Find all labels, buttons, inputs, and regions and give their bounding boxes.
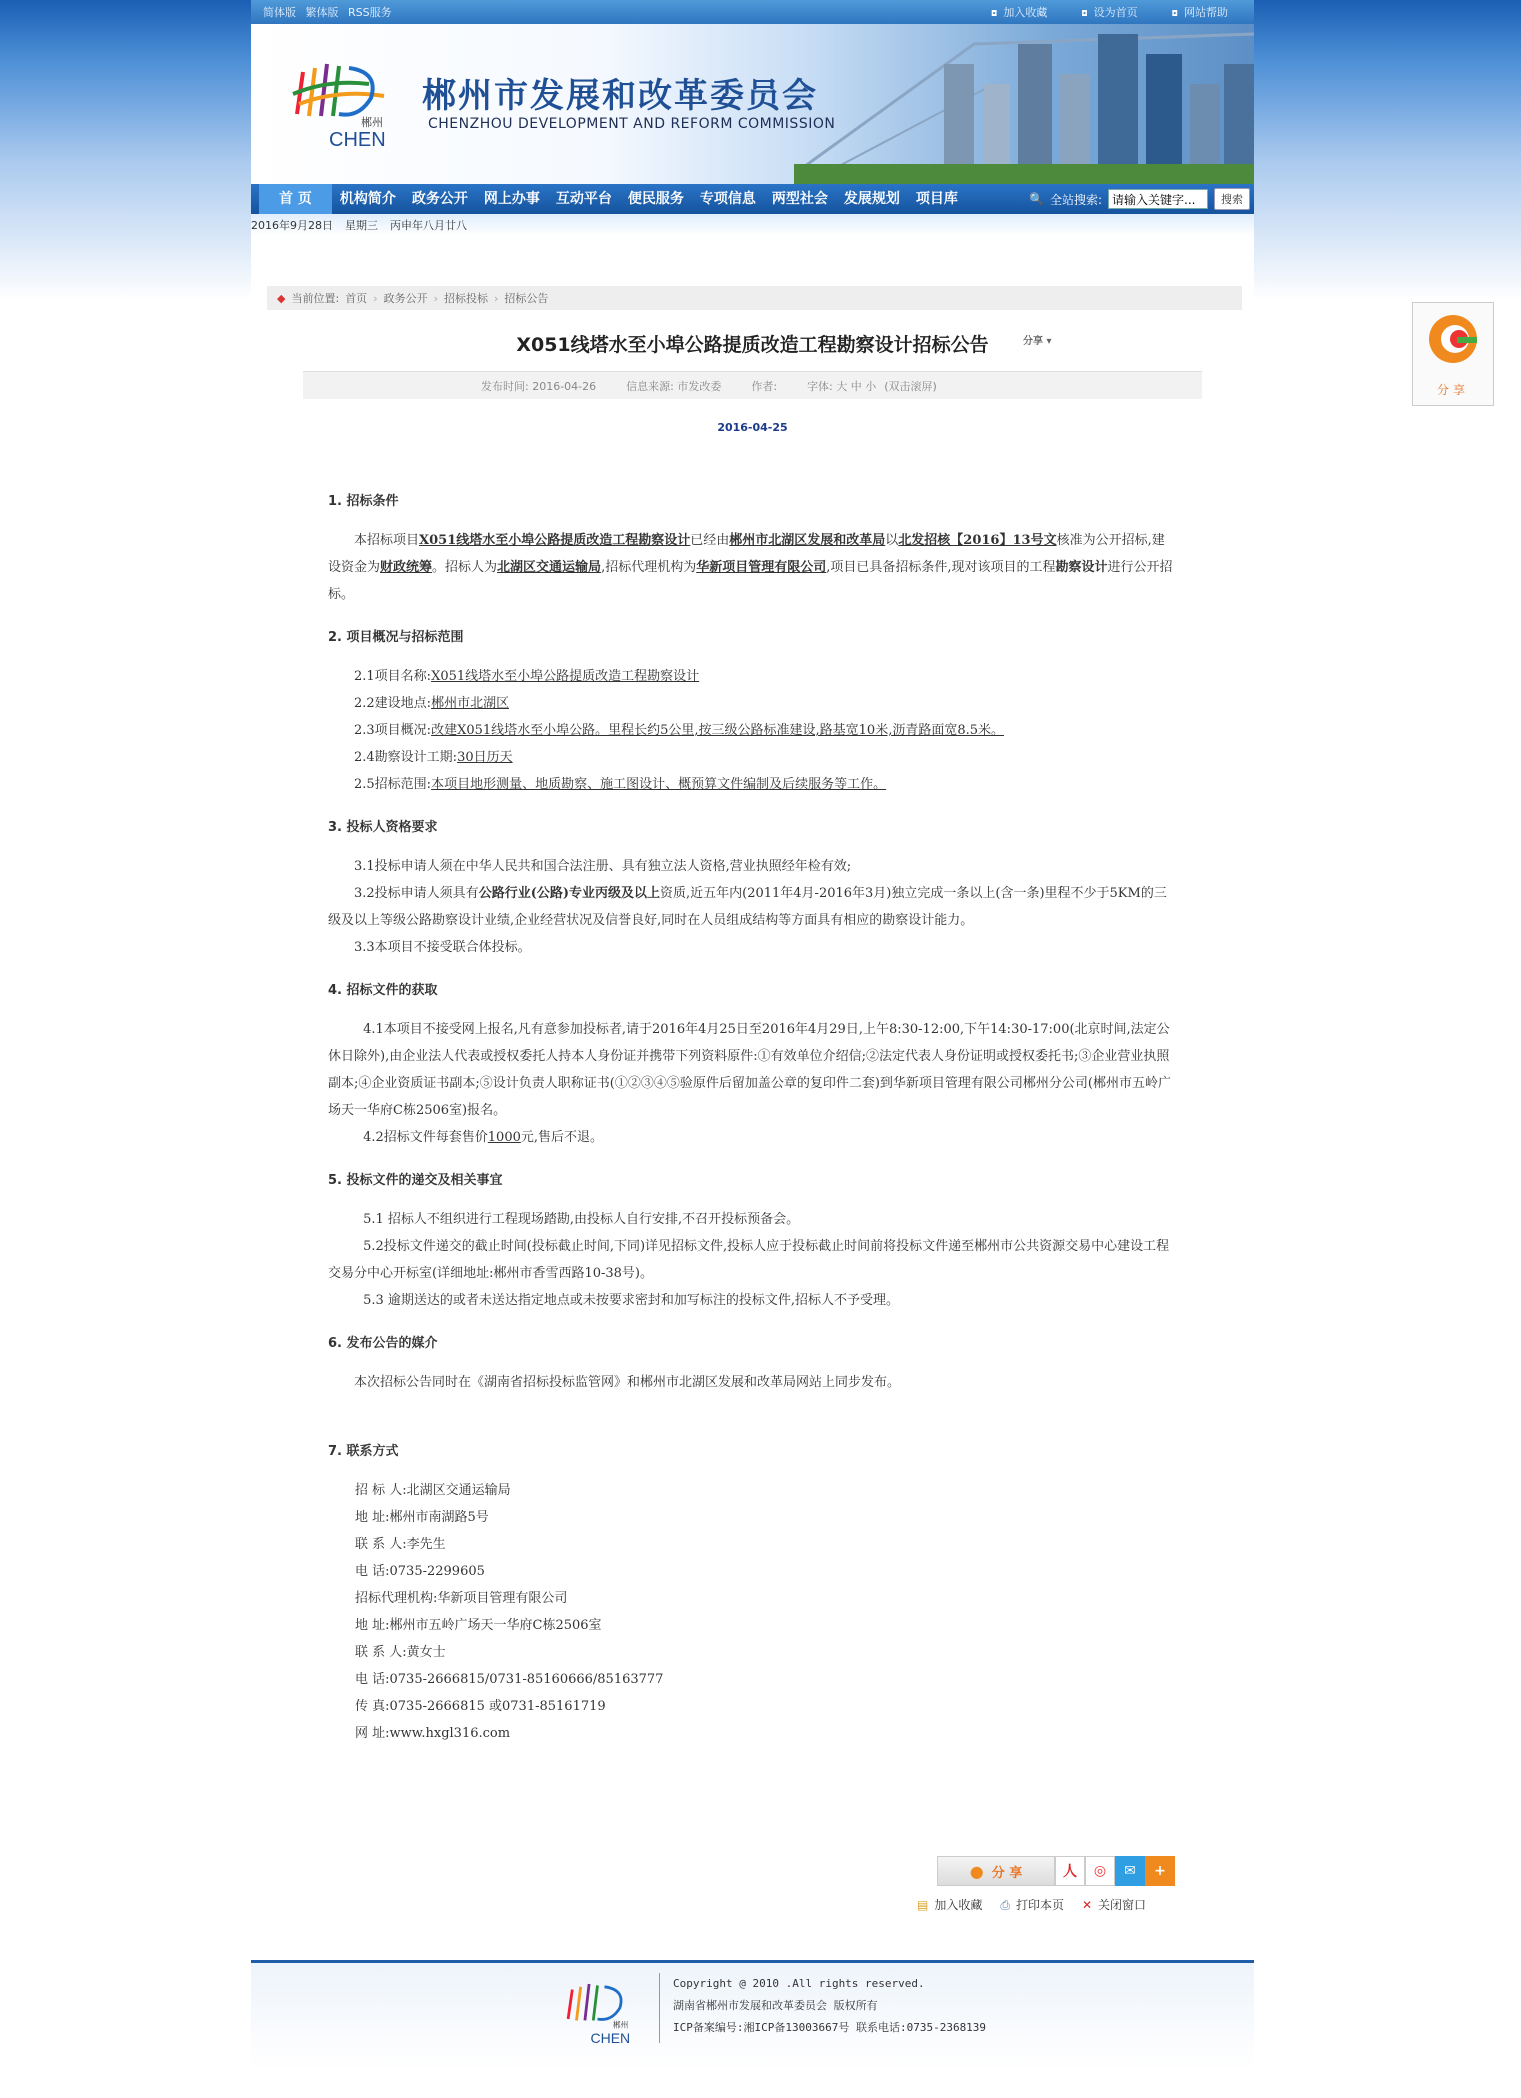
tencent-share-icon[interactable]: ✉	[1115, 1856, 1145, 1886]
share-bar-label: 分 享	[991, 1865, 1023, 1881]
dblclick-scroll: (双击滚屏)	[884, 379, 937, 393]
breadcrumb-separator-icon: ›	[433, 291, 438, 305]
section-2-title: 2. 项目概况与招标范围	[328, 630, 464, 645]
footer-copyright: Copyright @ 2010 .All rights reserved.	[673, 1977, 925, 1990]
footer	[251, 1960, 1254, 2070]
breadcrumb-bid-notice[interactable]: 招标公告	[504, 292, 549, 305]
site-title: 郴州市发展和改革委员会	[422, 76, 818, 116]
section-2-item: 2.2建设地点:郴州市北湖区	[354, 696, 510, 711]
people-share-icon[interactable]: 人	[1055, 1856, 1085, 1886]
contact-line: 联 系 人:李先生	[355, 1537, 446, 1552]
footer-logo	[556, 1977, 646, 2047]
nav-public-service[interactable]: 便民服务	[627, 191, 684, 207]
section-3-item-1: 3.1投标申请人须在中华人民共和国合法注册、具有独立法人资格,营业执照经年检有效;	[354, 859, 852, 874]
info-source: 信息来源: 市发改委	[626, 379, 722, 393]
site-logo[interactable]	[289, 54, 399, 154]
section-4-title: 4. 招标文件的获取	[328, 983, 438, 998]
section-5-title: 5. 投标文件的递交及相关事宜	[328, 1173, 503, 1188]
page-container	[251, 0, 1254, 2098]
contact-line: 地 址:郴州市五岭广场天一华府C栋2506室	[355, 1618, 602, 1633]
breadcrumb-gov-info[interactable]: 政务公开	[383, 292, 428, 305]
article-body	[328, 488, 1174, 1747]
nav-planning[interactable]: 发展规划	[843, 191, 900, 207]
contact-line: 传 真:0735-2666815 或0731-85161719	[355, 1699, 606, 1714]
add-favorite-tool[interactable]: ▤ 加入收藏	[917, 1898, 983, 1912]
main-nav	[251, 184, 1254, 214]
section-4-item-2: 4.2招标文件每套售价1000元,售后不退。	[363, 1130, 604, 1145]
share-dropdown[interactable]: 分享 ▾	[1023, 336, 1052, 347]
lunar-date: 丙申年八月廿八	[390, 219, 467, 232]
contact-line: 电 话:0735-2666815/0731-85160666/85163777	[355, 1672, 664, 1687]
contact-list	[355, 1477, 1174, 1747]
section-1-paragraph: 本招标项目X051线塔水至小埠公路提质改造工程勘察设计已经由郴州市北湖区发展和改革局以北发招核【2016】13号文核准为公开招标,建设资金为财政统筹。招标人为北湖区交通运输局,招标代理机构为华新项目管理有限公司,项目已具备招标条件,现对该项目的工程勘察设计进行公开招标。	[328, 533, 1173, 602]
print-icon: ⎙	[1000, 1898, 1010, 1912]
nav-gov-info[interactable]: 政务公开	[411, 191, 468, 207]
author: 作者:	[751, 379, 778, 393]
nav-online-service[interactable]: 网上办事	[483, 191, 540, 207]
breadcrumb-separator-icon: ›	[494, 291, 499, 305]
contact-line: 网 址:www.hxgl316.com	[355, 1726, 511, 1741]
share-bar-button[interactable]	[937, 1856, 1055, 1886]
section-3-title: 3. 投标人资格要求	[328, 820, 438, 835]
section-2-item: 2.1项目名称:X051线塔水至小埠公路提质改造工程勘察设计	[354, 669, 700, 684]
section-5-item-2: 5.2投标文件递交的截止时间(投标截止时间,下同)详见招标文件,投标人应于投标截止时间前将投标文件递至郴州市公共资源交易中心建设工程交易分中心开标室(详细地址:郴州市香雪西路10-38号)。	[328, 1239, 1170, 1281]
favorite-icon: ▤	[917, 1898, 929, 1912]
footer-owner: 湖南省郴州市发展和改革委员会 版权所有	[673, 1999, 878, 2012]
traditional-link[interactable]: 繁体版	[305, 6, 339, 19]
site-help-link[interactable]: ◘ 网站帮助	[1172, 4, 1228, 20]
current-weekday: 星期三	[345, 219, 378, 232]
article-date: 2016-04-25	[717, 421, 788, 434]
breadcrumb	[267, 286, 1242, 310]
set-homepage-link[interactable]: ◘ 设为首页	[1081, 4, 1137, 20]
simplified-link[interactable]: 简体版	[263, 6, 296, 19]
city-skyline-image	[794, 24, 1254, 184]
contact-line: 联 系 人:黄女士	[355, 1645, 446, 1660]
contact-line: 电 话:0735-2299605	[355, 1564, 485, 1579]
print-page-tool[interactable]: ⎙ 打印本页	[1000, 1898, 1064, 1912]
top-bar	[251, 0, 1254, 24]
font-size-control[interactable]: 字体: 大 中 小	[807, 379, 877, 393]
current-date: 2016年9月28日	[251, 219, 333, 232]
nav-special-info[interactable]: 专项信息	[699, 191, 756, 207]
search-button[interactable]: 搜索	[1214, 188, 1250, 210]
floating-share-widget[interactable]	[1412, 302, 1494, 406]
more-share-icon[interactable]: +	[1145, 1856, 1175, 1886]
search-icon: 🔍	[1029, 192, 1044, 206]
contact-line: 招 标 人:北湖区交通运输局	[355, 1483, 511, 1498]
footer-logo-text-cn: 郴州	[612, 2020, 629, 2030]
section-2-item: 2.5招标范围:本项目地形测量、地质勘察、施工图设计、概预算文件编制及后续服务等工作。	[354, 777, 887, 792]
location-icon: ◆	[277, 291, 286, 305]
search-label: 全站搜索:	[1049, 192, 1102, 207]
section-2-item: 2.4勘察设计工期:30日历天	[354, 750, 513, 765]
weibo-share-icon[interactable]: ◎	[1085, 1856, 1115, 1886]
breadcrumb-home[interactable]: 首页	[345, 292, 368, 305]
article-meta	[303, 371, 1202, 399]
breadcrumb-separator-icon: ›	[373, 291, 378, 305]
add-favorite-link[interactable]: ◘ 加入收藏	[991, 4, 1047, 20]
share-bar	[937, 1856, 1202, 1886]
section-5-item-1: 5.1 招标人不组织进行工程现场踏勘,由投标人自行安排,不召开投标预备会。	[363, 1212, 800, 1227]
nav-interaction[interactable]: 互动平台	[555, 191, 612, 207]
contact-line: 招标代理机构:华新项目管理有限公司	[355, 1591, 568, 1606]
header-banner	[251, 24, 1254, 184]
close-icon: ✕	[1081, 1898, 1093, 1912]
nav-about[interactable]: 机构简介	[339, 191, 396, 207]
section-2-item: 2.3项目概况:改建X051线塔水至小埠公路。里程长约5公里,按三级公路标准建设,路基宽10米,沥青路面宽8.5米。	[354, 723, 1005, 738]
date-bar	[251, 214, 1254, 236]
footer-text	[673, 1973, 986, 2039]
floating-share-label: 分享	[1436, 383, 1469, 397]
nav-home[interactable]: 首 页	[259, 184, 332, 214]
site-search	[1029, 188, 1250, 210]
section-4-item-1: 4.1本项目不接受网上报名,凡有意参加投标者,请于2016年4月25日至2016年4月29日,上午8:30-12:00,下午14:30-17:00(北京时间,法定公休日除外),由企业法人代表或授权委托人持本人身份证并携带下列资料原件:①有效单位介绍信;②法定代表人身份证明或授权委托书;③企业营业执照副本;④企业资质证书副本;⑤设计负责人职称证书(①②③④⑤验原件后留加盖公章的复印件二套)到华新项目管理有限公司郴州分公司(郴州市五岭广场天一华府C栋2506室)报名。	[328, 1022, 1171, 1118]
footer-logo-text-en: CHEN	[590, 2029, 631, 2046]
nav-two-type-society[interactable]: 两型社会	[771, 191, 828, 207]
share-mini-label: 分享	[1023, 336, 1043, 347]
close-window-tool[interactable]: ✕ 关闭窗口	[1081, 1898, 1147, 1912]
breadcrumb-label: 当前位置:	[291, 292, 340, 305]
publish-time: 发布时间: 2016-04-26	[481, 379, 597, 393]
section-5-item-3: 5.3 逾期送达的或者未送达指定地点或未按要求密封和加写标注的投标文件,招标人不予受理。	[363, 1293, 900, 1308]
section-6-title: 6. 发布公告的媒介	[328, 1336, 438, 1351]
breadcrumb-bidding[interactable]: 招标投标	[444, 292, 488, 305]
logo-text-cn: 郴州	[361, 116, 383, 129]
share-logo-icon: ●	[969, 1861, 984, 1881]
nav-project-db[interactable]: 项目库	[915, 191, 958, 207]
page-tools	[917, 1896, 1146, 1913]
section-7-title: 7. 联系方式	[328, 1444, 399, 1459]
section-6-paragraph: 本次招标公告同时在《湖南省招标投标监管网》和郴州市北湖区发展和改革局网站上同步发布。	[354, 1375, 901, 1390]
section-1-title: 1. 招标条件	[328, 494, 399, 509]
footer-icp: ICP备案编号:湘ICP备13003667号 联系电话:0735-2368139	[673, 2021, 987, 2034]
site-subtitle: CHENZHOU DEVELOPMENT AND REFORM COMMISSION	[428, 116, 836, 132]
article-title: X051线塔水至小埠公路提质改造工程勘察设计招标公告	[516, 334, 989, 356]
section-3-item-3: 3.3本项目不接受联合体投标。	[354, 940, 531, 955]
rss-link[interactable]: RSS服务	[348, 6, 392, 19]
search-input[interactable]	[1108, 189, 1208, 209]
section-3-item-2: 3.2投标申请人须具有公路行业(公路)专业丙级及以上资质,近五年内(2011年4月-2016年3月)独立完成一条以上(含一条)里程不少于5KM的三级及以上等级公路勘察设计业绩,企业经营状况及信誉良好,同时在人员组成结构等方面具有相应的勘察设计能力。	[328, 886, 1167, 928]
contact-line: 地 址:郴州市南湖路5号	[355, 1510, 489, 1525]
share-logo-icon	[1423, 309, 1483, 369]
footer-divider	[659, 1973, 660, 2043]
logo-text-en: CHEN	[329, 129, 386, 151]
article-title-wrap	[251, 330, 1254, 357]
